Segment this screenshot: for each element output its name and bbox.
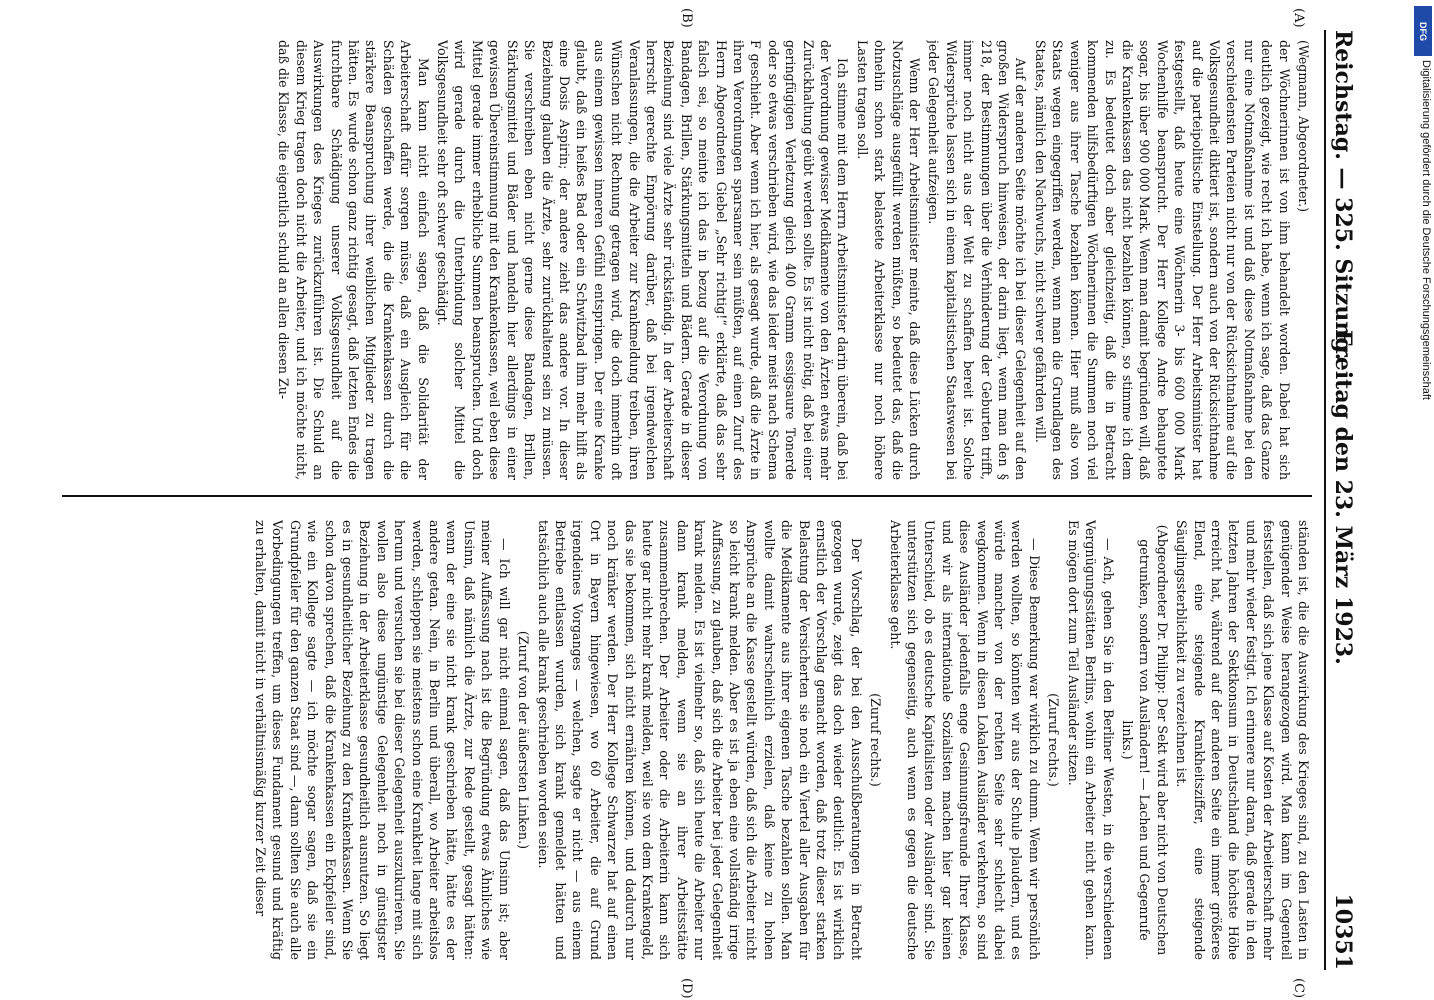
column-divider [62, 495, 1312, 497]
interjection: (Zuruf rechts.) [868, 693, 884, 787]
interjection: (Zuruf rechts.) [1046, 693, 1062, 787]
header-page-number: 10351 [1330, 893, 1356, 970]
paragraph: — Ach, gehen Sie in den Berliner Westen, in die verschiedenen Vergnügungsstätten Berlins, wohin ein Arbeiter nicht gehen kann. Es mögen dort zum Teil Ausländer sitzen. [1065, 520, 1116, 960]
paragraph: Auf der anderen Seite möchte ich bei dieser Gelegenheit auf den großen Widerspruch hinweisen, der darin liegt, wenn man den § 218, der Bestimmungen über die Verhinderung der Geburten trifft, immer noch nicht aus der Welt zu schaffen bereit ist. Solche Widersprüche lassen sich in einem kapitalistischen Staatswesen bei jeder Gelegenheit aufzeigen. [926, 40, 1029, 480]
margin-marker-a: (A) [1291, 8, 1306, 28]
header-date: Freitag den 23. März 1923. [1330, 330, 1356, 665]
header-session: Reichstag. — 325. Sitzung. [1330, 30, 1356, 361]
digitization-credit: Digitalisierung gefördert durch die Deutsche Forschungsgemeinschaft [1420, 60, 1432, 400]
paragraph: der Wöchnerinnen ist von ihm behandelt worden. Dabei hat sich deutlich gezeigt, wie recht ich habe, wenn ich sage, daß das Ganze nur eine Notmaßnahme ist und daß diese Notmaßnahme bei den verschiedensten Parteien nicht nur von der Rücksichtnahme auf die Volksgesundheit diktiert ist, sondern auch von der Rücksichtnahme auf die parteipolitische Einstellung. Der Herr Arbeitsminister hat festgestellt, daß heute eine Wöchnerin 3- bis 600 000 Mark Wochenhilfe beansprucht. Der Herr Kollege Andre behauptete sogar, bis über 900 000 Mark. Wenn man damit begründen will, daß die Krankenkassen das nicht bezahlen können, so stimme ich dem zu. Es bedeutet doch aber gleichzeitig, daß die in Betracht kommenden hilfsbedürftigen Wöchnerinnen die Summen noch viel weniger aus ihrer Tasche bezahlen können. Hier muß also von Staats wegen eingegriffen werden, wenn man die Grundlagen des Staates, nämlich den Nachwuchs, nicht schwer gefährden will. [1032, 40, 1292, 480]
margin-marker-d: (D) [679, 978, 694, 999]
dfg-logo: DFG [1414, 6, 1432, 56]
page-header [1324, 30, 1360, 970]
paragraph: — Ich will gar nicht einmal sagen, daß das Unsinn ist; aber meiner Auffassung nach ist die Begründung etwas Ähnliches wie Unsinn, daß nämlich die Ärzte, zur Rede gestellt, gesagt hätten: wenn der eine sie nicht krank geschrieben hätte, hätte es der andere getan. Nein, in Berlin und überall, wo Arbeiter arbeitslos werden, schleppen sie meistens schon eine Krankheit lange mit sich herum und versuchen sie bei dieser Gelegenheit auszukurieren. Sie wollen also diese ungünstige Gelegenheit noch in günstigster Beziehung in der Arbeiterklasse gesundheitlich ausnutzen. So liegt es in gesundheitlicher Beziehung zu den Krankenkassen. Wenn Sie schon davon sprechen, daß die Krankenkassen ein Eckpfeiler sind, wie ein Kollege sagte — ich möchte sogar sagen, daß sie ein Grundpfeiler für den ganzen Staat sind —, dann sollten Sie auch alle Vorbedingungen treffen, um dieses Fundament gesund und kräftig zu erhalten, damit nicht in verhältnismäßig kurzer Zeit dieser [253, 520, 512, 960]
paragraph: Wenn der Herr Arbeitsminister meinte, daß diese Lücken durch Notzuschläge ausgefüllt werden müßten, so bedeutet das, daß die ohnehin schon stark belastete Arbeiterklasse nur noch höhere Lasten tragen soll. [854, 40, 923, 480]
right-column [62, 520, 1312, 960]
paragraph: — Diese Bemerkung war wirklich zu dumm. Wenn wir persönlich werden wollten, so könnten wir aus der Schule plaudern, und es würde mancher von der rechten Seite sehr schlecht dabei wegkommen. Wenn in diesen Lokalen Ausländer verkehren, so sind diese Ausländer jedenfalls enge Gesinnungsfreunde Ihrer Klasse, und wir als internationale Sozialisten machen hier gar keinen Unterschied, ob es deutsche Kapitalisten oder Ausländer sind. Sie unterstützen sich gegenseitig, auch wenn es gegen die deutsche Arbeiterklasse geht. [887, 520, 1042, 960]
paragraph: Ich stimme mit dem Herrn Arbeitsminister darin überein, daß bei der Verordnung gewisser Medikamente von den Ärzten etwas mehr Zurückhaltung geübt werden sollte. Es ist nicht nötig, daß bei einer geringfügigen Verletzung gleich 400 Gramm essigsaure Tonerde oder so etwas verschrieben wird, wie das leider meist nach Schema F geschieht. Aber wenn ich hier, als gesagt wurde, daß die Ärzte in ihren Verordnungen sparsamer sein müßten, auf einen Zuruf des Herrn Abgeordneten Giebel „Sehr richtig!“ erklärte, daß das sehr falsch sei, so meinte ich das in bezug auf die Verordnung von Bandagen, Brillen, Stärkungsmitteln und Bädern. Gerade in dieser Beziehung sind viele Ärzte sehr rückständig. In der Arbeiterschaft herrscht gerechte Empörung darüber, daß bei irgendwelchen Veranlassungen, die die Arbeiter zur Krankmeldung treiben, ihren Wünschen nicht Rechnung getragen wird, die doch immerhin oft aus einem gewissen inneren Gefühl entspringen. Der eine Kranke glaubt, daß ein heißes Bad oder ein Schwitzbad ihm mehr hilft als eine Dosis Aspirin; der andere zieht das andere vor. In dieser Beziehung glauben die Ärzte, sehr zurückhaltend sein zu müssen. Sie verschreiben eben nicht gerne diese Bandagen, Brillen, Stärkungsmittel und Bäder und handeln hier allerdings in einer gewissen Übereinstimmung mit den Krankenkassen, weil eben diese Mittel gerade immer erhebliche Summen beanspruchen. Und doch wird gerade durch die Unterbindung solcher Mittel die Volksgesundheit sehr oft schwer geschädigt. [435, 40, 851, 480]
paragraph: Der Vorschlag, der bei den Ausschußberatungen in Betracht gezogen wurde, zeigt das doch wieder deutlich: Es ist wirklich ernstlich der Vorschlag gemacht worden, daß trotz dieser starken Belastung der Versicherten sie noch ein Viertel aller Ausgaben für die Medikamente aus ihrer eigenen Tasche bezahlen sollen. Man wollte damit wahrscheinlich erzielen, daß keine zu hohen Ansprüche an die Kasse gestellt würden, daß sich die Arbeiter nicht so leicht krank melden. Aber es ist ja eben eine vollständig irrige Auffassung, zu glauben, daß sich die Arbeiter bei jeder Gelegenheit krank melden. Es ist vielmehr so, daß sich heute die Arbeiter nur dann krank melden, wenn sie an ihrer Arbeitsstätte zusammenbrechen. Der Arbeiter oder die Arbeiterin kann sich heute gar nicht mehr krank melden, weil sie von dem Krankengeld, das sie bekommen, sich nicht ernähren können, und dadurch nur noch kränker werden. Der Herr Kollege Schwarzer hat auf einen Ort in Bayern hingewiesen, wo 60 Arbeiter, die auf Grund irgendeines Vorganges — welchen, sagte er nicht — aus einem Betriebe entlassen wurden, sich krank gemeldet hätten und tatsächlich auch alle krank geschrieben worden seien. [535, 520, 864, 960]
margin-marker-c: (C) [1291, 978, 1306, 999]
speaker-label: (Wegmann, Abgeordneter.) [1296, 40, 1311, 212]
paragraph: ständen ist, die die Auswirkung des Krieges sind, zu den Lasten in genügender Weise herangezogen wird. Man kann im Gegenteil feststellen, daß sich jene Klasse auf Kosten der Arbeiterschaft mehr und mehr wieder festigt. Ich erinnere nur daran, daß gerade in den letzten Jahren der Sektkonsum in Deutschland die höchste Höhe erreicht hat, während auf der anderen Seite ein immer größeres Elend, eine steigende Krankheitsziffer, eine steigende Säuglingssterblichkeit zu verzeichnen ist. [1174, 520, 1311, 960]
interjection: (Zuruf von der äußersten Linken.) [516, 630, 532, 850]
paragraph: Man kann nicht einfach sagen, daß die Solidarität der Arbeiterschaft dafür sorgen müsse, daß ein Ausgleich für die Schäden geschaffen werde, die die Krankenkassen durch die stärkere Beanspruchung ihrer weiblichen Mitglieder zu tragen hätten. Es wurde schon ganz richtig gesagt, daß letzten Endes die furchtbare Schädigung unserer Volksgesundheit auf die Auswirkungen des Krieges zurückzuführen ist. Die Schuld an diesem Krieg tragen doch nicht die Arbeiter, und ich möchte nicht, daß die Klasse, die eigentlich schuld an allen diesen Zu- [276, 40, 431, 480]
interjection: (Abgeordneter Dr. Philipp: Der Sekt wird aber nicht von Deutschen getrunken, sondern von Ausländern! — Lachen und Gegenrufe links.) [1119, 524, 1170, 956]
margin-marker-b: (B) [679, 8, 694, 28]
left-column [62, 40, 1312, 480]
